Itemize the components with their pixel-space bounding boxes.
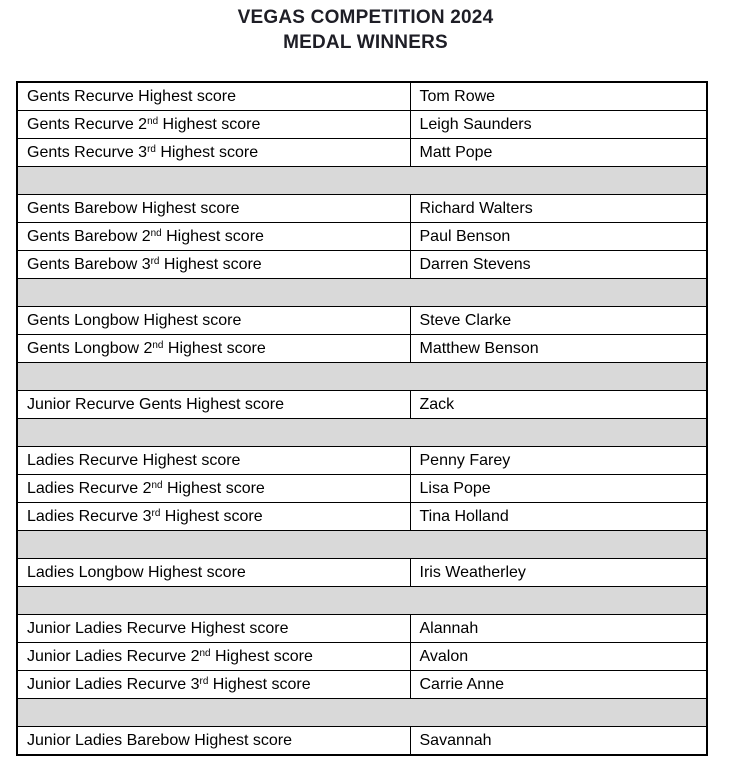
separator-row [17, 531, 707, 559]
table-row [17, 447, 707, 475]
category-text: Ladies Recurve 2 [27, 479, 152, 497]
category-cell [17, 195, 410, 223]
category-cell [17, 391, 410, 419]
table-row [17, 559, 707, 587]
table-row [17, 615, 707, 643]
separator-row [17, 363, 707, 391]
winner-cell: Savannah [410, 727, 707, 756]
category-cell [17, 727, 410, 756]
category-text: Junior Ladies Recurve 2 [27, 647, 200, 665]
ordinal-superscript: rd [151, 508, 161, 520]
table-row [17, 727, 707, 756]
category-text: Gents Barebow 3 [27, 255, 151, 273]
category-cell [17, 335, 410, 363]
table-row [17, 671, 707, 699]
category-cell [17, 251, 410, 279]
category-text: Highest score [163, 339, 266, 357]
winner-cell: Tom Rowe [410, 82, 707, 111]
table-row [17, 475, 707, 503]
separator-row [17, 419, 707, 447]
table-row [17, 111, 707, 139]
separator-cell [17, 279, 707, 307]
category-cell [17, 111, 410, 139]
table-row [17, 223, 707, 251]
title-line-1: VEGAS COMPETITION 2024 [237, 7, 494, 28]
category-cell [17, 307, 410, 335]
separator-row [17, 167, 707, 195]
winner-cell: Carrie Anne [410, 671, 707, 699]
winner-cell: Paul Benson [410, 223, 707, 251]
winner-cell: Zack [410, 391, 707, 419]
table-row [17, 335, 707, 363]
category-cell [17, 559, 410, 587]
category-cell [17, 82, 410, 111]
table-row [17, 82, 707, 111]
ordinal-superscript: nd [152, 340, 164, 352]
separator-row [17, 587, 707, 615]
category-text: Junior Ladies Barebow Highest score [27, 731, 293, 749]
winner-cell: Leigh Saunders [410, 111, 707, 139]
winner-cell: Darren Stevens [410, 251, 707, 279]
category-text: Highest score [155, 143, 259, 161]
category-text: Ladies Longbow Highest score [27, 563, 246, 581]
category-text: Junior Recurve Gents Highest score [27, 395, 284, 413]
separator-cell [17, 587, 707, 615]
category-text: Gents Longbow 2 [27, 339, 153, 357]
category-text: Junior Ladies Recurve 3 [27, 675, 200, 693]
separator-cell [17, 531, 707, 559]
ordinal-superscript: rd [199, 676, 209, 688]
table-row [17, 307, 707, 335]
category-cell [17, 643, 410, 671]
category-text: Highest score [208, 675, 311, 693]
category-text: Highest score [160, 507, 263, 525]
separator-row [17, 279, 707, 307]
title-line-2: MEDAL WINNERS [283, 32, 448, 53]
separator-cell [17, 167, 707, 195]
separator-cell [17, 419, 707, 447]
ordinal-superscript: rd [150, 256, 160, 268]
document-title [0, 0, 731, 55]
table-row [17, 643, 707, 671]
category-text: Junior Ladies Recurve Highest score [27, 619, 289, 637]
category-cell [17, 503, 410, 531]
category-text: Gents Barebow 2 [27, 227, 151, 245]
ordinal-superscript: nd [151, 480, 163, 492]
category-text: Highest score [159, 255, 262, 273]
category-cell [17, 615, 410, 643]
category-text: Gents Barebow Highest score [27, 199, 240, 217]
separator-cell [17, 699, 707, 727]
category-text: Highest score [158, 115, 261, 133]
category-cell [17, 139, 410, 167]
ordinal-superscript: rd [147, 144, 156, 156]
medal-table-body [17, 82, 707, 755]
category-cell [17, 671, 410, 699]
winner-cell: Richard Walters [410, 195, 707, 223]
winner-cell: Tina Holland [410, 503, 707, 531]
winner-cell: Avalon [410, 643, 707, 671]
winner-cell: Iris Weatherley [410, 559, 707, 587]
category-cell [17, 475, 410, 503]
separator-cell [17, 363, 707, 391]
category-text: Gents Recurve Highest score [27, 87, 236, 105]
category-cell [17, 447, 410, 475]
winner-cell: Steve Clarke [410, 307, 707, 335]
table-row [17, 195, 707, 223]
category-text: Ladies Recurve Highest score [27, 451, 241, 469]
table-row [17, 251, 707, 279]
table-row [17, 391, 707, 419]
category-text: Gents Recurve 3 [27, 143, 148, 161]
winner-cell: Lisa Pope [410, 475, 707, 503]
ordinal-superscript: nd [147, 116, 159, 128]
category-text: Highest score [210, 647, 313, 665]
category-text: Gents Recurve 2 [27, 115, 148, 133]
winner-cell: Penny Farey [410, 447, 707, 475]
category-text: Highest score [161, 227, 264, 245]
table-row [17, 139, 707, 167]
winner-cell: Alannah [410, 615, 707, 643]
category-text: Highest score [162, 479, 265, 497]
ordinal-superscript: nd [199, 648, 211, 660]
winner-cell: Matthew Benson [410, 335, 707, 363]
category-text: Ladies Recurve 3 [27, 507, 152, 525]
table-row [17, 503, 707, 531]
category-cell [17, 223, 410, 251]
ordinal-superscript: nd [150, 228, 162, 240]
separator-row [17, 699, 707, 727]
category-text: Gents Longbow Highest score [27, 311, 242, 329]
winner-cell: Matt Pope [410, 139, 707, 167]
medal-winners-table [16, 81, 708, 756]
